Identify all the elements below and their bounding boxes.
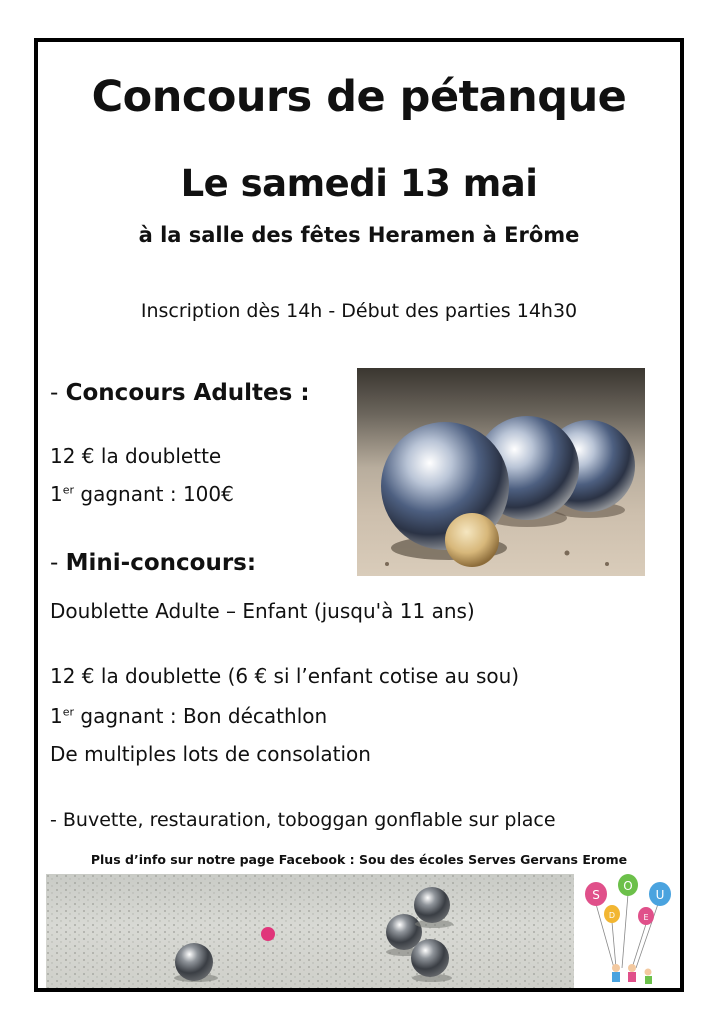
adults-prize-rank: 1: [50, 482, 63, 506]
adults-price: 12 € la doublette: [50, 444, 222, 468]
logo-letter: S: [592, 888, 600, 902]
petanque-balls-photo: [357, 368, 645, 576]
logo-letter: U: [655, 888, 665, 902]
event-date: Le samedi 13 mai: [180, 162, 538, 205]
event-schedule: Inscription dès 14h - Début des parties 14h30: [140, 300, 578, 322]
poster-title: Concours de pétanque: [91, 72, 627, 122]
mini-prize-rank: 1: [50, 704, 63, 728]
adults-prize: [50, 482, 234, 506]
mini-format: Doublette Adulte – Enfant (jusqu'à 11 ans): [50, 599, 475, 623]
mini-price: 12 € la doublette (6 € si l’enfant cotise au sou): [50, 664, 520, 688]
mini-prize-sup: er: [62, 705, 75, 719]
petanque-balls-illustration: [357, 368, 645, 576]
adults-heading-text: Concours Adultes :: [65, 380, 310, 406]
boules-on-gravel-photo: [46, 874, 574, 988]
mini-heading-prefix: -: [50, 550, 66, 576]
sou-des-ecoles-logo: [576, 872, 680, 988]
mini-heading: [50, 550, 256, 576]
adults-heading: [50, 380, 310, 406]
mini-prize: [50, 704, 327, 728]
facebook-info: Plus d’info sur notre page Facebook : Sou des écoles Serves Gervans Erome: [90, 852, 628, 867]
extras-line: - Buvette, restauration, toboggan gonflable sur place: [50, 809, 556, 831]
adults-heading-prefix: -: [50, 380, 66, 406]
logo-letter: E: [643, 913, 649, 922]
mini-prize-text: gagnant : Bon décathlon: [74, 704, 328, 728]
logo-letter: D: [608, 911, 616, 920]
adults-prize-text: gagnant : 100€: [74, 482, 234, 506]
balloons-logo-icon: [576, 872, 680, 988]
boules-illustration: [46, 874, 574, 988]
poster-frame: [34, 38, 684, 992]
logo-letter: O: [623, 879, 633, 893]
mini-consolation: De multiples lots de consolation: [50, 742, 371, 766]
event-location: à la salle des fêtes Heramen à Erôme: [138, 223, 580, 247]
adults-prize-sup: er: [62, 483, 75, 497]
mini-heading-text: Mini-concours:: [65, 550, 257, 576]
